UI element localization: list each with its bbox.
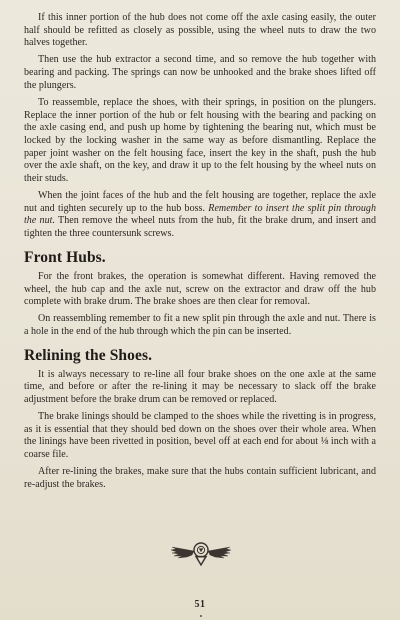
paragraph-inner-portion: If this inner portion of the hub does not come off the axle casing easily, the outer half should be refitted as closely as possible, using the wheel nuts to draw the two halves together. [24, 12, 376, 49]
paragraph-joint-faces [24, 190, 376, 241]
paragraph-reline-all-shoes: It is always necessary to re-line all four brake shoes on the one axle at the same time, and before or after the re-lining it may be necessary to slack off the brake adjustment before the brake drum can be removed or replaced. [24, 368, 376, 406]
paragraph-clamp-linings: The brake linings should be clamped to the shoes while the rivetting is in progress, as it is essential that they should bed down on the shoes over their whole area. When the linings have been rivetted in position, bevel off at each end for about ⅛ inch with a coarse file. [24, 411, 376, 461]
print-speck [200, 615, 202, 617]
paragraph-reassembling-split-pin: On reassembling remember to fit a new split pin through the axle and nut. There is a hole in the end of the hub through which the pin can be inserted. [24, 313, 376, 337]
page-number: 51 [194, 599, 206, 610]
joint-text-after: Then remove the wheel nuts from the hub, fit the brake drum, and insert and tighten the three countersunk screws. [24, 215, 376, 240]
paragraph-reassemble: To reassemble, replace the shoes, with their springs, in position on the plungers. Replace the inner portion of the hub or felt housing with the bearing and packing on the axle casing end, and push up home by tightening the bearing nut, which must be locked by the locking washer in the same way as before dismantling. Replace the paper joint washer on the felt housing face, insert the key in the shaft, push the hub over the axle shaft, on the key, and draw it up to the felt housing by the wheel nuts on their studs. [24, 96, 376, 185]
page-body [24, 12, 376, 496]
heading-front-hubs: Front Hubs. [24, 248, 106, 266]
heading-relining-shoes: Relining the Shoes. [24, 346, 153, 364]
paragraph-after-relining: After re-lining the brakes, make sure that the hubs contain sufficient lubricant, and re-adjust the brakes. [24, 466, 376, 490]
split-pin-reminder: Remember to insert the split pin through the nut. [24, 202, 376, 227]
winged-emblem-icon [170, 540, 232, 568]
joint-text-before: When the joint faces of the hub and the felt housing are together, replace the axle nut and tighten securely up to the hub boss. [24, 190, 376, 214]
paragraph-hub-extractor: Then use the hub extractor a second time, and so remove the hub together with bearing and packing. The springs can now be unhooked and the brake shoes lifted off the plungers. [24, 54, 376, 91]
paragraph-front-brakes: For the front brakes, the operation is somewhat different. Having removed the wheel, the hub cap and the axle nut, screw on the extractor and draw off the hub complete with brake drum. The brake shoes are then clear for removal. [24, 270, 376, 308]
